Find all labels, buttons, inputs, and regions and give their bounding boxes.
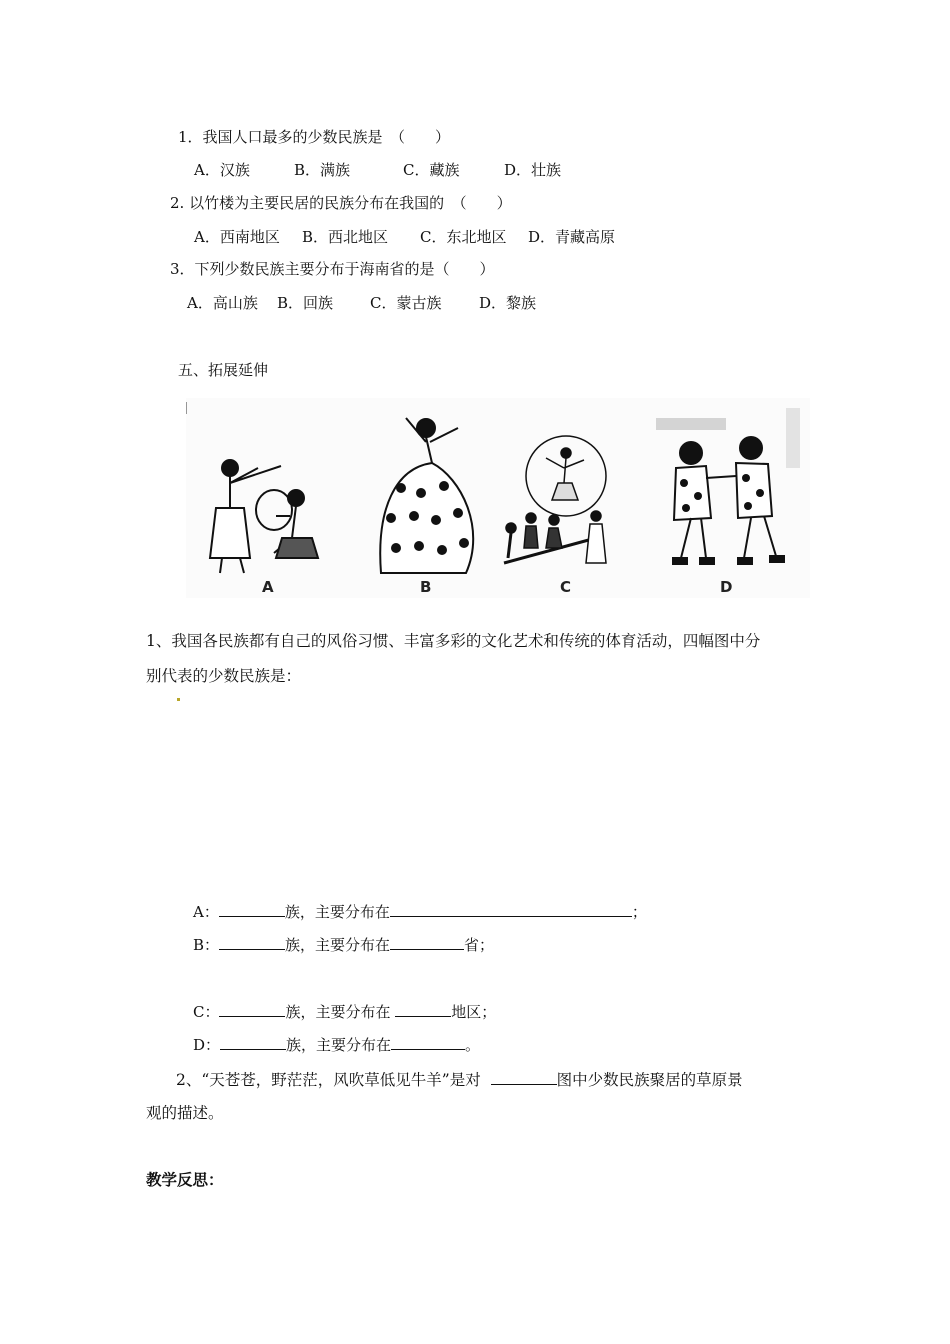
fill-b-label: B： (193, 936, 220, 954)
figure-label-b: B (420, 578, 432, 596)
q3-option-a: A．高山族 (187, 294, 258, 312)
q3-option-d: D．黎族 (479, 294, 537, 312)
fill-a-label: A： (193, 903, 219, 921)
fill-a-mid: 族，主要分布在 (284, 903, 390, 921)
fill-d-end: 。 (465, 1036, 481, 1054)
fill-c-blank-region[interactable] (395, 1000, 451, 1017)
q3-option-c: C．蒙古族 (370, 294, 442, 312)
ethnic-dance-illustration (186, 398, 810, 598)
q2-blank-figure[interactable] (491, 1068, 557, 1085)
fill-a-end: ； (631, 903, 647, 921)
fill-d-blank-region[interactable] (391, 1033, 465, 1050)
extension-question-2-line-1 (176, 1068, 743, 1090)
q1-option-d: D．壮族 (504, 161, 562, 179)
fill-b-blank-region[interactable] (390, 933, 464, 950)
fill-line-d (193, 1033, 480, 1055)
fill-d-mid: 族，主要分布在 (286, 1036, 392, 1054)
fill-c-mid: 族，主要分布在 (285, 1003, 391, 1021)
q2-option-a: A．西南地区 (194, 228, 280, 246)
fill-d-blank-ethnic[interactable] (220, 1033, 286, 1050)
q1-option-a: A．汉族 (194, 161, 250, 179)
fill-c-blank-ethnic[interactable] (219, 1000, 285, 1017)
fill-b-blank-ethnic[interactable] (219, 933, 285, 950)
fill-d-label: D： (193, 1036, 221, 1054)
paragraph-1-line-1: 1、我国各民族都有自己的风俗习惯、丰富多彩的文化艺术和传统的体育活动，四幅图中分 (146, 632, 761, 650)
paragraph-1-line-2: 别代表的少数民族是： (146, 667, 302, 685)
fill-line-c (193, 1000, 496, 1022)
q2-option-d: D．青藏高原 (528, 228, 616, 246)
figure-label-d: D (720, 578, 733, 596)
q1-option-b: B．满族 (294, 161, 351, 179)
fill-a-blank-region[interactable] (390, 900, 632, 917)
ethnic-dance-figure (186, 398, 810, 598)
fill-line-b (193, 933, 494, 955)
question-3-stem: 3．下列少数民族主要分布于海南省的是（ ） (170, 260, 495, 278)
question-1-stem: 1．我国人口最多的少数民族是 （ ） (178, 128, 451, 146)
figure-label-a: A (262, 578, 274, 596)
fill-b-end: 省； (464, 936, 495, 954)
q3-option-b: B．回族 (277, 294, 334, 312)
stray-mark (177, 698, 180, 701)
teaching-reflection-heading: 教学反思： (146, 1171, 224, 1189)
q2-part-2: 图中少数民族聚居的草原景 (556, 1071, 743, 1089)
q2-option-b: B．西北地区 (302, 228, 389, 246)
fill-c-end: 地区； (451, 1003, 497, 1021)
fill-b-mid: 族，主要分布在 (285, 936, 391, 954)
figure-label-c: C (560, 578, 572, 596)
fill-a-blank-ethnic[interactable] (219, 900, 285, 917)
section-title: 五、拓展延伸 (178, 361, 269, 379)
q2-option-c: C．东北地区 (420, 228, 507, 246)
q1-option-c: C．藏族 (403, 161, 460, 179)
fill-line-a (193, 900, 647, 922)
fill-c-label: C： (193, 1003, 220, 1021)
question-2-stem: 2. 以竹楼为主要民居的民族分布在我国的 （ ） (170, 194, 512, 212)
extension-question-2-line-2: 观的描述。 (146, 1104, 224, 1122)
q2-part-1: 2、“天苍苍，野茫茫，风吹草低见牛羊”是对 (176, 1071, 481, 1089)
